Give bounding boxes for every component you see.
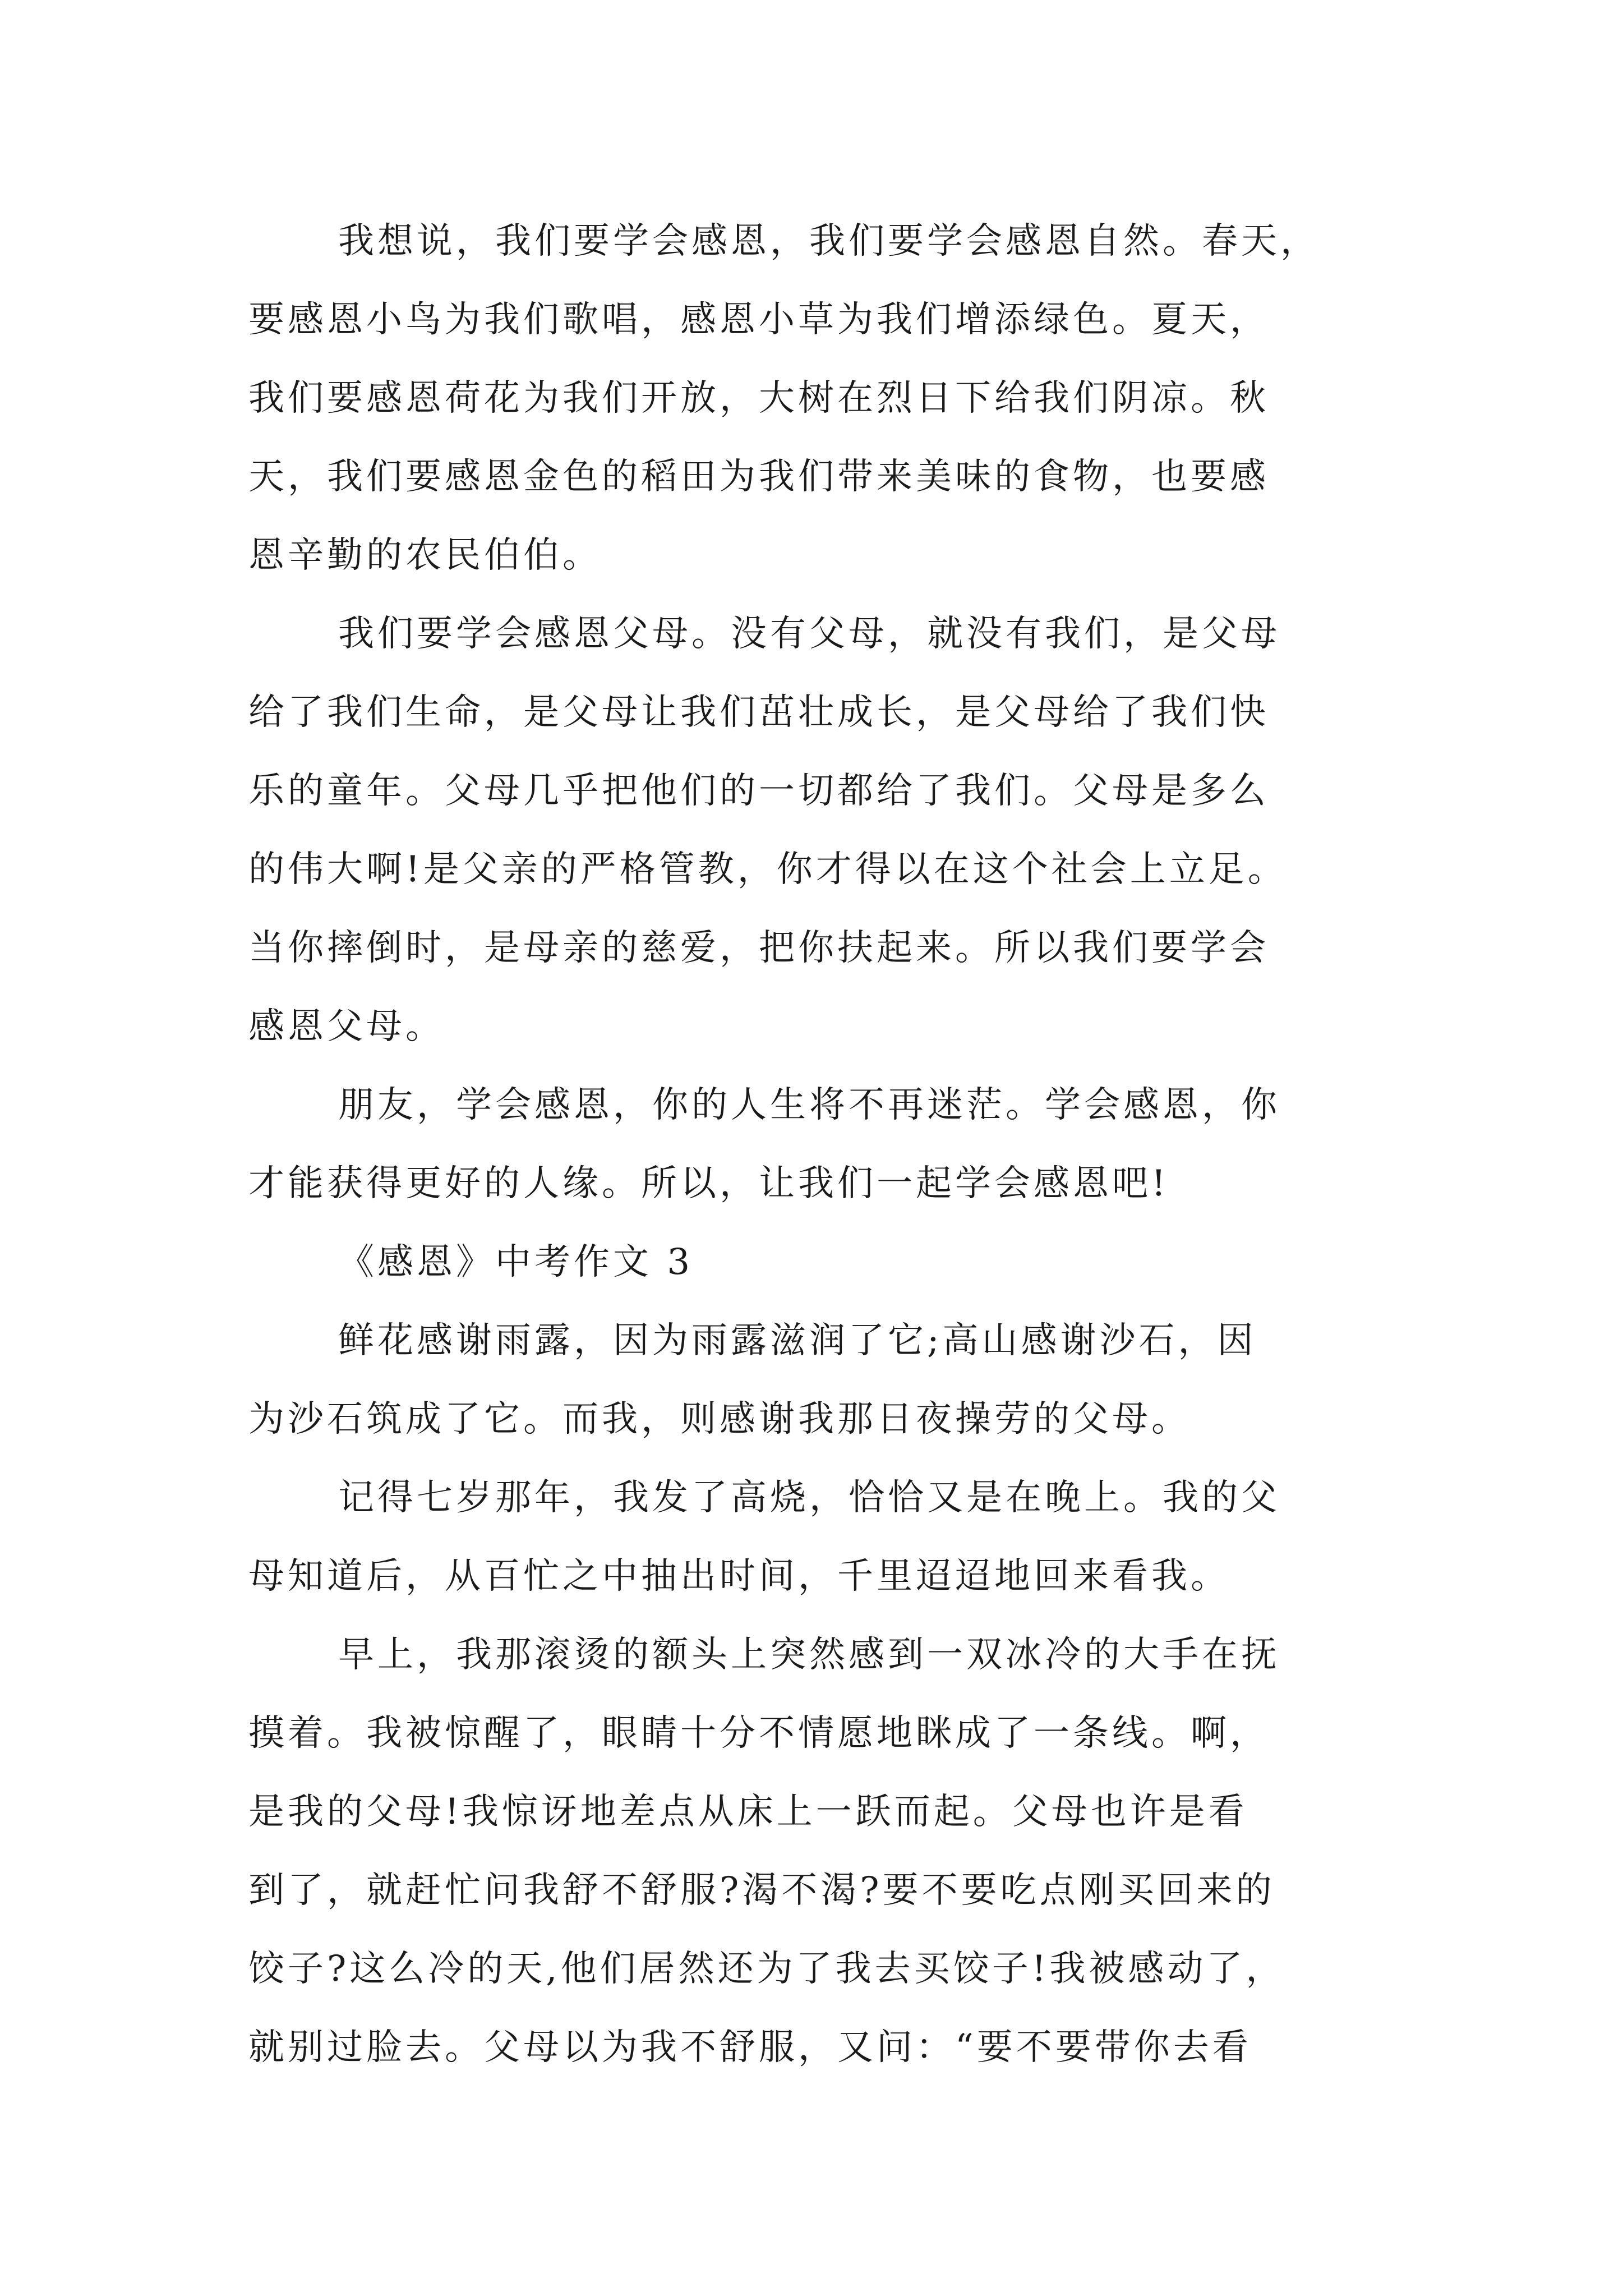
paragraph-line: 我想说，我们要学会感恩，我们要学会感恩自然。春天， [338, 220, 1320, 262]
paragraph-line: 母知道后，从百忙之中抽出时间，千里迢迢地回来看我。 [248, 1556, 1230, 1597]
paragraph-line: 乐的童年。父母几乎把他们的一切都给了我们。父母是多么 [248, 770, 1269, 812]
paragraph-line: 给了我们生命，是父母让我们茁壮成长，是父母给了我们快 [248, 692, 1269, 733]
section-heading: 《感恩》中考作文 3 [338, 1241, 694, 1283]
paragraph-line: 到了，就赶忙问我舒不舒服?渴不渴?要不要吃点刚买回来的 [248, 1870, 1275, 1911]
paragraph-line: 鲜花感谢雨露，因为雨露滋润了它;高山感谢沙石，因 [338, 1320, 1257, 1361]
paragraph-line: 我们要学会感恩父母。没有父母，就没有我们，是父母 [338, 613, 1280, 655]
paragraph-line: 才能获得更好的人缘。所以，让我们一起学会感恩吧! [248, 1163, 1169, 1204]
paragraph-line: 朋友，学会感恩，你的人生将不再迷茫。学会感恩，你 [338, 1084, 1280, 1126]
paragraph-line: 当你摔倒时，是母亲的慈爱，把你扶起来。所以我们要学会 [248, 927, 1269, 969]
paragraph-line: 为沙石筑成了它。而我，则感谢我那日夜操劳的父母。 [248, 1398, 1191, 1440]
paragraph-line: 早上，我那滚烫的额头上突然感到一双冰冷的大手在抚 [338, 1634, 1280, 1676]
paragraph-line: 我们要感恩荷花为我们开放，大树在烈日下给我们阴凉。秋 [248, 378, 1269, 419]
paragraph-line: 记得七岁那年，我发了高烧，恰恰又是在晚上。我的父 [338, 1477, 1280, 1519]
paragraph-line: 摸着。我被惊醒了，眼睛十分不情愿地眯成了一条线。啊， [248, 1713, 1269, 1754]
paragraph-line: 就别过脸去。父母以为我不舒服，又问：“要不要带你去看 [248, 2027, 1252, 2068]
paragraph-line: 是我的父母!我惊讶地差点从床上一跃而起。父母也许是看 [248, 1791, 1248, 1833]
paragraph-line: 要感恩小鸟为我们歌唱，感恩小草为我们增添绿色。夏天， [248, 299, 1269, 341]
paragraph-line: 饺子?这么冷的天,他们居然还为了我去买饺子!我被感动了， [248, 1948, 1285, 1990]
paragraph-line: 天，我们要感恩金色的稻田为我们带来美味的食物，也要感 [248, 456, 1269, 498]
paragraph-line: 恩辛勤的农民伯伯。 [248, 535, 602, 576]
paragraph-line: 的伟大啊!是父亲的严格管教，你才得以在这个社会上立足。 [248, 849, 1287, 890]
paragraph-line: 感恩父母。 [248, 1006, 445, 1047]
